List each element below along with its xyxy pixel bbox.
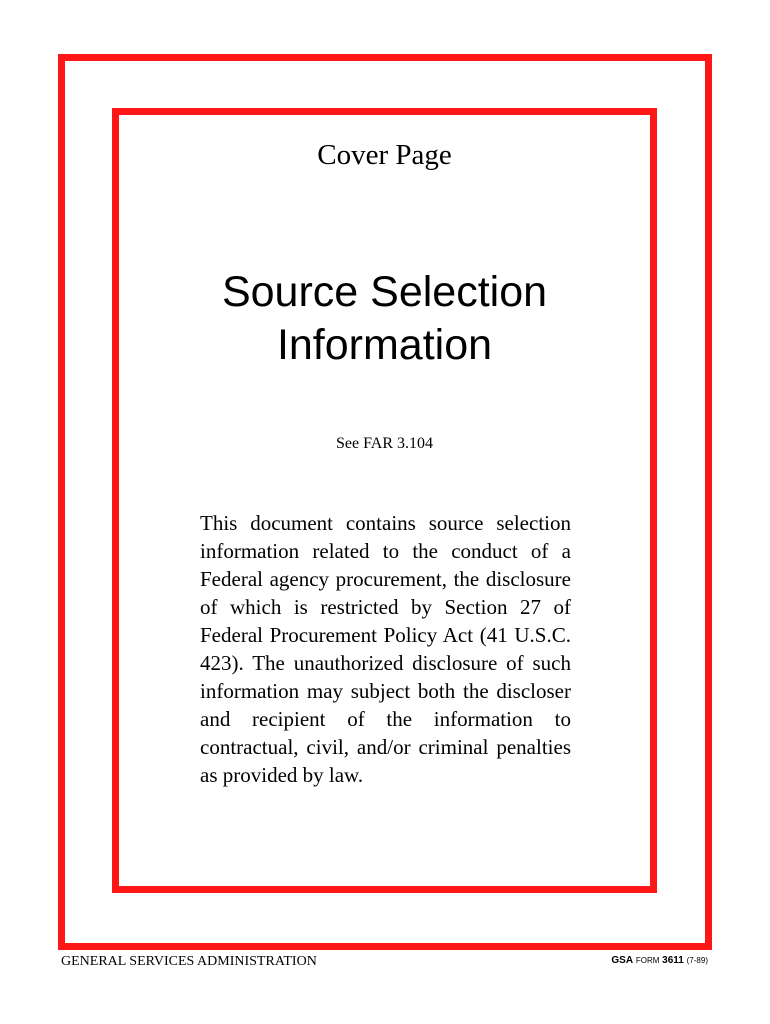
form-date: (7-89) bbox=[686, 956, 708, 965]
form-prefix: GSA bbox=[611, 955, 634, 966]
form-word: FORM bbox=[635, 956, 660, 965]
main-title-line-1: Source Selection bbox=[221, 268, 548, 316]
main-title-line-2: Information bbox=[276, 321, 493, 369]
form-number: 3611 bbox=[662, 955, 684, 966]
notice-paragraph: This document contains source selection information related to the conduct of a Federal agency procurement, the disclosure of which is restricted by Section 27 of Federal Procurement Policy Act (41 U.S.C. 423). The unauthorized disclosure of such information may subject both the discloser and recipient of the information to contractual, civil, and/or criminal penalties as provided by law. bbox=[200, 511, 571, 787]
footer-agency: GENERAL SERVICES ADMINISTRATION bbox=[61, 954, 317, 969]
cover-page-title: Cover Page bbox=[317, 139, 452, 171]
far-reference: See FAR 3.104 bbox=[335, 435, 434, 452]
main-title bbox=[112, 266, 657, 372]
footer-form-id bbox=[611, 954, 708, 968]
